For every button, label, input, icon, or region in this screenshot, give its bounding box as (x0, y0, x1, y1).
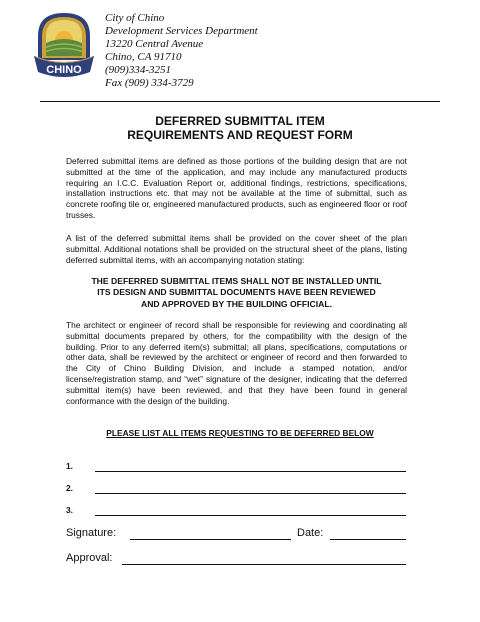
responsibility-paragraph: The architect or engineer of record shall be responsible for reviewing and coordinating all submittal documents prepared by others, for the compatibility with the design of the building. Prior to any deferred item(s) submittal; all plans, specifications, computations or other data, shall be reviewed by the architect or engineer of record and then forwarded to the City of Chino Building Division, and include a stamped notation, and/or license/registration stamp, and “wet” signature of the designer, indicating that the deferred submittal item(s) have been reviewed, and that they have been found in general conformance with the design of the building. (66, 320, 407, 406)
logo-wordmark: CHINO (46, 64, 82, 76)
date-field[interactable] (330, 539, 406, 540)
address-line: Development Services Department (105, 25, 258, 37)
item-3-entry-line[interactable] (95, 515, 406, 516)
date-label: Date: (297, 527, 324, 539)
required-notation (66, 276, 407, 310)
approval-field[interactable] (122, 564, 406, 565)
definition-paragraph: Deferred submittal items are defined as those portions of the building design that are not submitted at the time of the application, and may include any manufactured products requiring an I.C.C. Evaluation Report or, additional findings, restrictions, specifications, installation instructions etc. that may not be available at the time of submittal, such as concrete roofing tile or, engineered manufactured products, such as engineered floor or roof trusses. (66, 156, 407, 220)
address-line: Chino, CA 91710 (105, 51, 182, 63)
city-seal-logo (30, 10, 98, 84)
department-address (105, 12, 258, 90)
header-divider (40, 101, 440, 102)
notation-line: ITS DESIGN AND SUBMITTAL DOCUMENTS HAVE BEEN REVIEWED (97, 287, 376, 298)
address-line: City of Chino (105, 12, 165, 24)
signature-label: Signature: (66, 527, 117, 539)
list-heading: PLEASE LIST ALL ITEMS REQUESTING TO BE DEFERRED BELOW (106, 428, 374, 438)
item-number-3: 3. (66, 505, 73, 515)
item-number-2: 2. (66, 483, 73, 493)
notation-line: THE DEFERRED SUBMITTAL ITEMS SHALL NOT BE INSTALLED UNTIL (91, 276, 382, 286)
item-1-entry-line[interactable] (95, 471, 406, 472)
approval-label: Approval: (66, 552, 113, 564)
notation-line: AND APPROVED BY THE BUILDING OFFICIAL. (141, 298, 332, 309)
address-line: (909)334-3251 (105, 64, 171, 76)
form-title-line-2: REQUIREMENTS AND REQUEST FORM (127, 128, 353, 142)
address-line: Fax (909) 334-3729 (105, 77, 194, 89)
address-line: 13220 Central Avenue (105, 38, 204, 50)
item-2-entry-line[interactable] (95, 493, 406, 494)
form-title-line-1: DEFERRED SUBMITTAL ITEM (155, 114, 325, 128)
signature-field[interactable] (130, 539, 291, 540)
item-number-1: 1. (66, 461, 73, 471)
cover-sheet-paragraph: A list of the deferred submittal items shall be provided on the cover sheet of the plan submittal. Additional notations shall be provided on the structural sheet of the plans, listing deferred submittal items, with an accompanying notation stating: (66, 233, 407, 265)
